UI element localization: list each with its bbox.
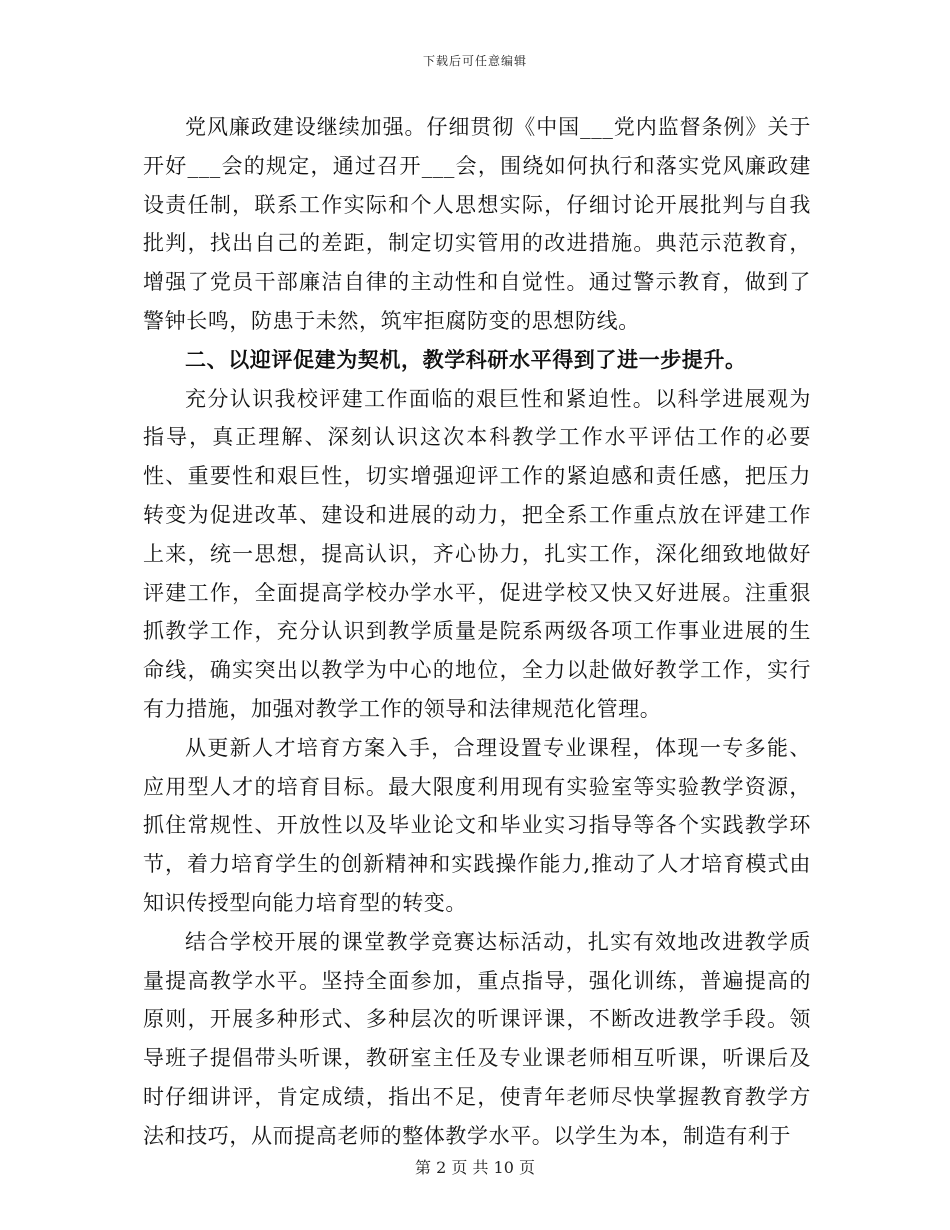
page-header-note: 下载后可任意编辑: [422, 54, 527, 68]
paragraph-evaluation: 充分认识我校评建工作面临的艰巨性和紧迫性。以科学进展观为指导，真正理解、深刻认识这次本科教学工作水平评估工作的必要性、重要性和艰巨性，切实增强迎评工作的紧迫感和责任感，把压力转变为促进改革、建设和进展的动力，把全系工作重点放在评建工作上来，统一思想，提高认识，齐心协力，扎实工作，深化细致地做好评建工作，全面提高学校办学水平，促进学校又快又好进展。注重狠抓教学工作，充分认识到教学质量是院系两级各项工作事业进展的生命线，确实突出以教学为中心的地位，全力以赴做好教学工作，实行有力措施，加强对教学工作的领导和法律规范化管理。: [143, 386, 811, 721]
page-number: 第 2 页 共 10 页: [415, 1158, 535, 1177]
paragraph-party-conduct: 党风廉政建设继续加强。仔细贯彻《中国___党内监督条例》关于开好___会的规定，通过召开___会，围绕如何执行和落实党风廉政建设责任制，联系工作实际和个人思想实际，仔细讨论开展批判与自我批判，找出自己的差距，制定切实管用的改进措施。典范示范教育，增强了党员干部廉洁自律的主动性和自觉性。通过警示教育，做到了警钟长鸣，防患于未然，筑牢拒腐防变的思想防线。: [143, 115, 811, 333]
paragraph-talent-training: 从更新人才培育方案入手，合理设置专业课程，体现一专多能、应用型人才的培育目标。最大限度利用现有实验室等实验教学资源，抓住常规性、开放性以及毕业论文和毕业实习指导等各个实践教学环节，着力培育学生的创新精神和实践操作能力,推动了人才培育模式由知识传授型向能力培育型的转变。: [143, 735, 811, 915]
section-heading-2: 二、以迎评促建为契机，教学科研水平得到了进一步提升。: [185, 346, 747, 372]
document-body: [143, 108, 811, 1156]
paragraph-teaching-competition: 结合学校开展的课堂教学竞赛达标活动，扎实有效地改进教学质量提高教学水平。坚持全面参加，重点指导，强化训练，普遍提高的原则，开展多种形式、多种层次的听课评课，不断改进教学手段。领导班子提倡带头听课，教研室主任及专业课老师相互听课，听课后及时仔细讲评，肯定成绩，指出不足，使青年老师尽快掌握教育教学方法和技巧，从而提高老师的整体教学水平。以学生为本，制造有利于: [143, 929, 811, 1148]
